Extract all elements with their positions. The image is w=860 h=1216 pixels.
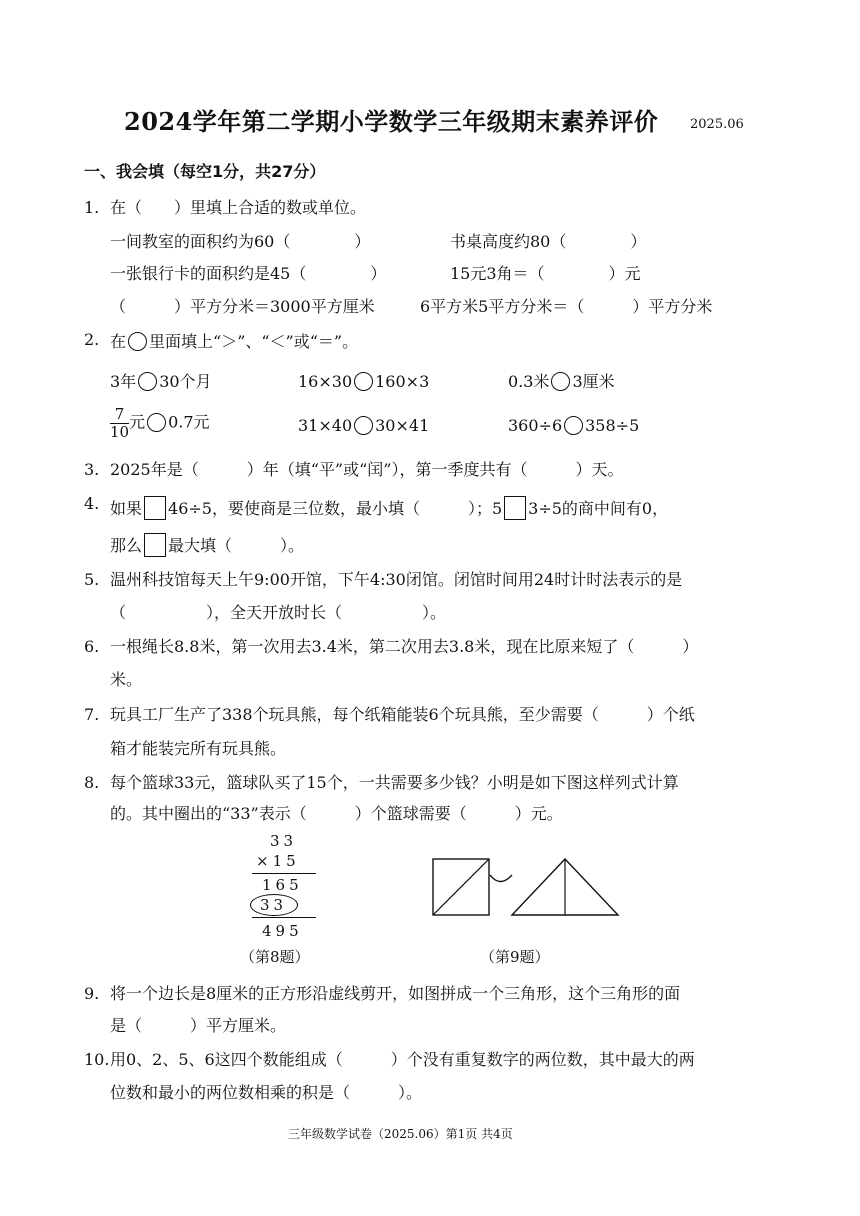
calc-multiplicand: 33 (270, 832, 298, 850)
blank-item: 一张银行卡的面积约是45（ ） (110, 264, 387, 283)
question-8-line2: 的。其中圈出的“33”表示（ ）个篮球需要（ ）元。 (110, 804, 563, 823)
triangle-icon (512, 859, 618, 915)
square-blank-icon (504, 496, 526, 520)
fraction-numerator: 7 (110, 406, 129, 424)
fraction (110, 406, 129, 440)
question-3-text: 2025年是（ ）年（填“平”或“闰”），第一季度共有（ ）天。 (110, 460, 624, 479)
figure-caption: （第8题） (240, 948, 310, 966)
square-blank-icon (144, 533, 166, 557)
page-title: 2024学年第二学期小学数学三年级期末素养评价 (124, 107, 659, 136)
compare-right: 30个月 (159, 372, 212, 391)
compare-left: 元 (129, 412, 146, 432)
text-part: 如果 (110, 499, 143, 518)
question-6-line2: 米。 (110, 670, 143, 689)
question-9-line1: 将一个边长是8厘米的正方形沿虚线剪开，如图拼成一个三角形，这个三角形的面 (110, 984, 681, 1003)
question-10-line2: 位数和最小的两位数相乘的积是（ ）。 (110, 1083, 423, 1102)
circle-blank-icon (128, 332, 147, 351)
compare-left: 0.3米 (508, 372, 550, 391)
compare-left: 360÷6 (508, 416, 563, 435)
compare-right: 358÷5 (585, 416, 640, 435)
question-number: 8. (84, 773, 100, 792)
circle-blank-icon (138, 372, 157, 391)
square-blank-icon (144, 496, 166, 520)
question-number: 3. (84, 460, 100, 479)
question-number: 1. (84, 198, 100, 217)
question-number: 4. (84, 494, 100, 513)
circle-blank-icon (354, 416, 373, 435)
question-number: 9. (84, 984, 100, 1003)
question-10-line1: 用0、2、5、6这四个数能组成（ ）个没有重复数字的两位数，其中最大的两 (110, 1050, 695, 1069)
compare-right: 3厘米 (572, 372, 615, 391)
blank-item: 6平方米5平方分米＝（ ）平方分米 (420, 297, 713, 316)
compare-left: 3年 (110, 372, 137, 391)
question-5-line2: （ ），全天开放时长（ ）。 (110, 603, 447, 622)
question-4-line2 (110, 533, 304, 557)
circle-blank-icon (551, 372, 570, 391)
compare-left: 16×30 (298, 372, 353, 391)
compare-item (110, 372, 212, 391)
compare-left: 31×40 (298, 416, 353, 435)
question-4-line1 (110, 496, 668, 520)
stem-post: 里面填上“＞”、“＜”或“＝”。 (149, 332, 359, 351)
section-heading: 一、我会填（每空1分，共27分） (84, 162, 326, 181)
blank-item: （ ）平方分米＝3000平方厘米 (110, 297, 375, 316)
question-8-line1: 每个篮球33元，篮球队买了15个，一共需要多少钱？小明是如下图这样列式计算 (110, 773, 679, 792)
calc-multiplier: ×15 (256, 852, 300, 870)
question-number: 7. (84, 705, 100, 724)
page-footer: 三年级数学试卷（2025.06）第1页 共4页 (288, 1127, 513, 1141)
text-part: 最大填（ ）。 (168, 536, 305, 555)
compare-right: 30×41 (375, 416, 430, 435)
text-part: 46÷5，要使商是三位数，最小填（ ）；5 (168, 499, 503, 518)
stem-pre: 在 (110, 332, 127, 351)
circle-blank-icon (147, 413, 166, 432)
calc-rule (252, 873, 316, 874)
question-number: 5. (84, 570, 100, 589)
compare-right: 160×3 (375, 372, 430, 391)
calc-partial-1: 165 (262, 876, 303, 894)
square-icon (433, 859, 489, 915)
calc-rule (252, 917, 316, 918)
compare-item (508, 416, 639, 435)
text-part: 那么 (110, 536, 143, 555)
question-6-line1: 一根绳长8.8米，第一次用去3.4米，第二次用去3.8米，现在比原来短了（ ） (110, 637, 699, 656)
calc-product: 495 (262, 922, 303, 940)
question-stem: 在（ ）里填上合适的数或单位。 (110, 198, 367, 217)
question-number: 10. (84, 1050, 110, 1069)
figure-caption: （第9题） (480, 948, 550, 966)
blank-item: 15元3角＝（ ）元 (450, 264, 641, 283)
arrow-curve-icon (490, 875, 512, 882)
question-number: 6. (84, 637, 100, 656)
question-5-line1: 温州科技馆每天上午9:00开馆，下午4:30闭馆。闭馆时间用24时计时法表示的是 (110, 570, 683, 589)
calc-partial-2: 33 (260, 896, 288, 914)
square-to-triangle-figure (430, 856, 622, 920)
compare-item (508, 372, 615, 391)
question-7-line2: 箱才能装完所有玩具熊。 (110, 739, 287, 758)
question-9-line2: 是（ ）平方厘米。 (110, 1016, 287, 1035)
question-number: 2. (84, 330, 100, 349)
circle-blank-icon (354, 372, 373, 391)
fraction-denominator: 10 (110, 422, 130, 441)
compare-right: 0.7元 (168, 412, 210, 432)
compare-item (298, 372, 429, 391)
question-stem (110, 332, 358, 351)
compare-item (298, 416, 429, 435)
exam-date: 2025.06 (690, 117, 744, 132)
question-7-line1: 玩具工厂生产了338个玩具熊，每个纸箱能装6个玩具熊，至少需要（ ）个纸 (110, 705, 695, 724)
blank-item: 一间教室的面积约为60（ ） (110, 232, 371, 251)
blank-item: 书桌高度约80（ ） (450, 232, 647, 251)
compare-item (110, 406, 210, 440)
circle-blank-icon (564, 416, 583, 435)
text-part: 3÷5的商中间有0， (528, 499, 669, 518)
